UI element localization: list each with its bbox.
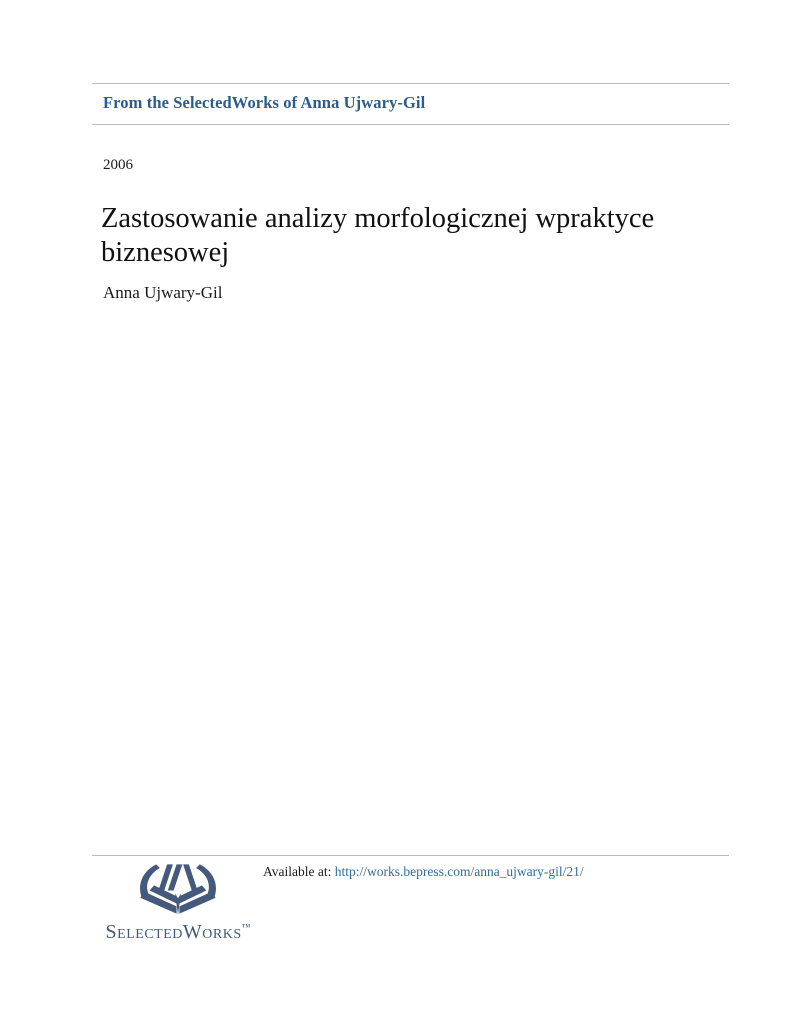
article-title: Zastosowanie analizy morfologicznej wpraktyce biznesowej (101, 203, 655, 269)
selectedworks-banner: From the SelectedWorks of Anna Ujwary-Gil (103, 93, 426, 112)
top-divider (92, 83, 729, 84)
footer-divider (92, 855, 729, 856)
selectedworks-wordmark (106, 921, 251, 944)
article-url-link[interactable]: http://works.bepress.com/anna_ujwary-gil/21/ (334, 864, 584, 879)
selectedworks-logo (100, 860, 256, 944)
availability-line (263, 864, 584, 880)
header-divider (92, 124, 729, 125)
author-name: Anna Ujwary-Gil (103, 283, 223, 302)
trademark-symbol: ™ (241, 922, 251, 932)
available-at-label: Available at: (263, 864, 335, 879)
selectedworks-open-book-icon (126, 860, 230, 918)
selectedworks-wordmark-text: SelectedWorks (105, 921, 242, 943)
publication-year: 2006 (103, 157, 133, 173)
